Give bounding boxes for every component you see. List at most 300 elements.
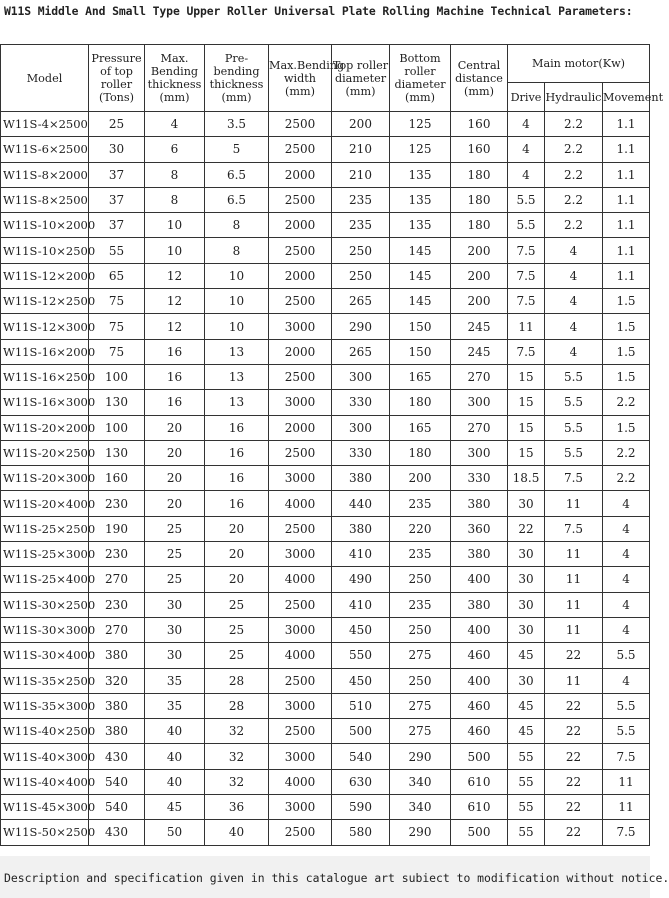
cell-max-bending-width: 2500 bbox=[269, 364, 332, 389]
cell-max-bending-thickness: 8 bbox=[145, 162, 205, 187]
cell-bottom-roller-diameter: 220 bbox=[390, 516, 451, 541]
cell-movement: 1.5 bbox=[603, 339, 650, 364]
cell-pressure: 55 bbox=[89, 238, 145, 263]
cell-model: W11S-40×4000 bbox=[1, 769, 89, 794]
cell-central-distance: 180 bbox=[451, 213, 508, 238]
cell-central-distance: 245 bbox=[451, 339, 508, 364]
cell-central-distance: 200 bbox=[451, 238, 508, 263]
cell-pressure: 270 bbox=[89, 567, 145, 592]
cell-pressure: 100 bbox=[89, 364, 145, 389]
cell-pre-bending-thickness: 13 bbox=[205, 364, 269, 389]
cell-top-roller-diameter: 265 bbox=[332, 339, 390, 364]
cell-top-roller-diameter: 580 bbox=[332, 820, 390, 845]
table-row bbox=[1, 592, 650, 617]
cell-pre-bending-thickness: 32 bbox=[205, 769, 269, 794]
cell-model: W11S-30×3000 bbox=[1, 617, 89, 642]
table-row bbox=[1, 213, 650, 238]
cell-model: W11S-8×2500 bbox=[1, 187, 89, 212]
cell-top-roller-diameter: 210 bbox=[332, 137, 390, 162]
cell-top-roller-diameter: 440 bbox=[332, 491, 390, 516]
table-row bbox=[1, 643, 650, 668]
cell-bottom-roller-diameter: 165 bbox=[390, 364, 451, 389]
cell-bottom-roller-diameter: 145 bbox=[390, 263, 451, 288]
cell-drive: 5.5 bbox=[508, 187, 545, 212]
cell-pre-bending-thickness: 28 bbox=[205, 668, 269, 693]
cell-pressure: 65 bbox=[89, 263, 145, 288]
cell-pre-bending-thickness: 8 bbox=[205, 213, 269, 238]
cell-max-bending-thickness: 16 bbox=[145, 390, 205, 415]
cell-pre-bending-thickness: 10 bbox=[205, 263, 269, 288]
cell-bottom-roller-diameter: 235 bbox=[390, 592, 451, 617]
cell-movement: 1.5 bbox=[603, 289, 650, 314]
cell-central-distance: 360 bbox=[451, 516, 508, 541]
cell-max-bending-thickness: 12 bbox=[145, 263, 205, 288]
cell-movement: 2.2 bbox=[603, 390, 650, 415]
cell-bottom-roller-diameter: 235 bbox=[390, 542, 451, 567]
cell-pre-bending-thickness: 13 bbox=[205, 339, 269, 364]
cell-pre-bending-thickness: 10 bbox=[205, 314, 269, 339]
cell-max-bending-width: 3000 bbox=[269, 795, 332, 820]
cell-pressure: 540 bbox=[89, 769, 145, 794]
cell-pressure: 380 bbox=[89, 643, 145, 668]
cell-central-distance: 160 bbox=[451, 137, 508, 162]
cell-bottom-roller-diameter: 290 bbox=[390, 820, 451, 845]
cell-pre-bending-thickness: 13 bbox=[205, 390, 269, 415]
cell-bottom-roller-diameter: 250 bbox=[390, 617, 451, 642]
cell-max-bending-width: 2000 bbox=[269, 339, 332, 364]
cell-hydraulic: 5.5 bbox=[545, 364, 603, 389]
cell-drive: 7.5 bbox=[508, 238, 545, 263]
cell-movement: 4 bbox=[603, 491, 650, 516]
cell-drive: 30 bbox=[508, 668, 545, 693]
cell-top-roller-diameter: 210 bbox=[332, 162, 390, 187]
cell-max-bending-width: 2500 bbox=[269, 238, 332, 263]
cell-model: W11S-30×4000 bbox=[1, 643, 89, 668]
cell-bottom-roller-diameter: 250 bbox=[390, 567, 451, 592]
table-header-row bbox=[1, 45, 650, 83]
cell-pre-bending-thickness: 40 bbox=[205, 820, 269, 845]
cell-top-roller-diameter: 410 bbox=[332, 542, 390, 567]
cell-hydraulic: 7.5 bbox=[545, 516, 603, 541]
table-row bbox=[1, 440, 650, 465]
cell-movement: 1.1 bbox=[603, 238, 650, 263]
cell-bottom-roller-diameter: 275 bbox=[390, 719, 451, 744]
cell-bottom-roller-diameter: 135 bbox=[390, 213, 451, 238]
notice-text: Description and specification given in this catalogue art subiect to modification without notice. bbox=[4, 871, 669, 885]
cell-top-roller-diameter: 550 bbox=[332, 643, 390, 668]
cell-hydraulic: 22 bbox=[545, 693, 603, 718]
cell-pre-bending-thickness: 20 bbox=[205, 516, 269, 541]
cell-max-bending-width: 2500 bbox=[269, 516, 332, 541]
cell-max-bending-width: 2000 bbox=[269, 162, 332, 187]
cell-top-roller-diameter: 450 bbox=[332, 668, 390, 693]
cell-central-distance: 180 bbox=[451, 162, 508, 187]
cell-max-bending-width: 4000 bbox=[269, 491, 332, 516]
cell-max-bending-thickness: 12 bbox=[145, 289, 205, 314]
header-bottom-roller-diameter: Bottom roller diameter (mm) bbox=[390, 45, 451, 112]
cell-max-bending-thickness: 20 bbox=[145, 491, 205, 516]
cell-central-distance: 300 bbox=[451, 440, 508, 465]
cell-top-roller-diameter: 410 bbox=[332, 592, 390, 617]
cell-pre-bending-thickness: 16 bbox=[205, 466, 269, 491]
cell-central-distance: 460 bbox=[451, 643, 508, 668]
table-row bbox=[1, 390, 650, 415]
header-max-bending-width: Max.Bending width (mm) bbox=[269, 45, 332, 112]
cell-hydraulic: 4 bbox=[545, 314, 603, 339]
cell-bottom-roller-diameter: 290 bbox=[390, 744, 451, 769]
table-row bbox=[1, 187, 650, 212]
cell-hydraulic: 11 bbox=[545, 617, 603, 642]
cell-max-bending-width: 2000 bbox=[269, 213, 332, 238]
cell-model: W11S-40×3000 bbox=[1, 744, 89, 769]
cell-max-bending-thickness: 50 bbox=[145, 820, 205, 845]
cell-max-bending-thickness: 8 bbox=[145, 187, 205, 212]
cell-movement: 1.1 bbox=[603, 187, 650, 212]
header-max-bending-thickness: Max. Bending thickness (mm) bbox=[145, 45, 205, 112]
cell-model: W11S-25×2500 bbox=[1, 516, 89, 541]
cell-hydraulic: 5.5 bbox=[545, 415, 603, 440]
cell-movement: 1.1 bbox=[603, 263, 650, 288]
cell-pressure: 30 bbox=[89, 137, 145, 162]
cell-drive: 15 bbox=[508, 415, 545, 440]
cell-hydraulic: 4 bbox=[545, 289, 603, 314]
cell-central-distance: 610 bbox=[451, 795, 508, 820]
table-row bbox=[1, 314, 650, 339]
header-pressure: Pressure of top roller (Tons) bbox=[89, 45, 145, 112]
cell-model: W11S-10×2000 bbox=[1, 213, 89, 238]
table-row bbox=[1, 466, 650, 491]
cell-pre-bending-thickness: 28 bbox=[205, 693, 269, 718]
cell-model: W11S-50×2500 bbox=[1, 820, 89, 845]
cell-max-bending-width: 3000 bbox=[269, 390, 332, 415]
cell-hydraulic: 22 bbox=[545, 795, 603, 820]
cell-model: W11S-45×3000 bbox=[1, 795, 89, 820]
cell-model: W11S-6×2500 bbox=[1, 137, 89, 162]
cell-max-bending-thickness: 40 bbox=[145, 744, 205, 769]
table-row bbox=[1, 769, 650, 794]
cell-hydraulic: 11 bbox=[545, 592, 603, 617]
cell-drive: 30 bbox=[508, 592, 545, 617]
cell-pressure: 190 bbox=[89, 516, 145, 541]
cell-central-distance: 380 bbox=[451, 592, 508, 617]
cell-central-distance: 160 bbox=[451, 112, 508, 137]
cell-max-bending-width: 2500 bbox=[269, 440, 332, 465]
cell-movement: 5.5 bbox=[603, 643, 650, 668]
cell-model: W11S-25×4000 bbox=[1, 567, 89, 592]
cell-movement: 1.1 bbox=[603, 137, 650, 162]
cell-top-roller-diameter: 490 bbox=[332, 567, 390, 592]
cell-model: W11S-4×2500 bbox=[1, 112, 89, 137]
cell-central-distance: 500 bbox=[451, 820, 508, 845]
cell-top-roller-diameter: 200 bbox=[332, 112, 390, 137]
cell-movement: 4 bbox=[603, 567, 650, 592]
cell-top-roller-diameter: 590 bbox=[332, 795, 390, 820]
cell-movement: 1.1 bbox=[603, 112, 650, 137]
cell-pressure: 37 bbox=[89, 213, 145, 238]
cell-movement: 11 bbox=[603, 769, 650, 794]
cell-top-roller-diameter: 235 bbox=[332, 187, 390, 212]
cell-max-bending-width: 3000 bbox=[269, 617, 332, 642]
cell-drive: 45 bbox=[508, 643, 545, 668]
cell-hydraulic: 2.2 bbox=[545, 137, 603, 162]
cell-pressure: 430 bbox=[89, 820, 145, 845]
cell-max-bending-width: 4000 bbox=[269, 643, 332, 668]
cell-max-bending-width: 3000 bbox=[269, 542, 332, 567]
cell-max-bending-width: 4000 bbox=[269, 769, 332, 794]
cell-pressure: 37 bbox=[89, 187, 145, 212]
cell-movement: 1.5 bbox=[603, 314, 650, 339]
cell-hydraulic: 4 bbox=[545, 339, 603, 364]
cell-pre-bending-thickness: 16 bbox=[205, 491, 269, 516]
cell-drive: 18.5 bbox=[508, 466, 545, 491]
cell-bottom-roller-diameter: 125 bbox=[390, 112, 451, 137]
cell-movement: 4 bbox=[603, 617, 650, 642]
cell-central-distance: 180 bbox=[451, 187, 508, 212]
cell-movement: 7.5 bbox=[603, 820, 650, 845]
cell-central-distance: 500 bbox=[451, 744, 508, 769]
cell-top-roller-diameter: 265 bbox=[332, 289, 390, 314]
header-movement: Movement bbox=[603, 83, 650, 112]
cell-movement: 4 bbox=[603, 592, 650, 617]
cell-bottom-roller-diameter: 180 bbox=[390, 390, 451, 415]
cell-movement: 1.1 bbox=[603, 213, 650, 238]
cell-pre-bending-thickness: 16 bbox=[205, 440, 269, 465]
cell-central-distance: 610 bbox=[451, 769, 508, 794]
cell-hydraulic: 22 bbox=[545, 820, 603, 845]
cell-model: W11S-12×2000 bbox=[1, 263, 89, 288]
cell-pre-bending-thickness: 5 bbox=[205, 137, 269, 162]
cell-drive: 55 bbox=[508, 820, 545, 845]
table-row bbox=[1, 162, 650, 187]
cell-max-bending-thickness: 20 bbox=[145, 440, 205, 465]
cell-top-roller-diameter: 300 bbox=[332, 364, 390, 389]
cell-central-distance: 380 bbox=[451, 542, 508, 567]
cell-top-roller-diameter: 330 bbox=[332, 440, 390, 465]
cell-central-distance: 200 bbox=[451, 289, 508, 314]
cell-pre-bending-thickness: 6.5 bbox=[205, 187, 269, 212]
cell-drive: 7.5 bbox=[508, 339, 545, 364]
cell-pre-bending-thickness: 20 bbox=[205, 542, 269, 567]
cell-pressure: 130 bbox=[89, 440, 145, 465]
cell-pre-bending-thickness: 16 bbox=[205, 415, 269, 440]
cell-bottom-roller-diameter: 145 bbox=[390, 238, 451, 263]
cell-max-bending-thickness: 20 bbox=[145, 415, 205, 440]
cell-model: W11S-8×2000 bbox=[1, 162, 89, 187]
table-row bbox=[1, 820, 650, 845]
cell-model: W11S-20×3000 bbox=[1, 466, 89, 491]
cell-hydraulic: 22 bbox=[545, 719, 603, 744]
cell-hydraulic: 11 bbox=[545, 567, 603, 592]
table-row bbox=[1, 542, 650, 567]
cell-drive: 15 bbox=[508, 364, 545, 389]
cell-central-distance: 270 bbox=[451, 364, 508, 389]
cell-pre-bending-thickness: 32 bbox=[205, 719, 269, 744]
cell-bottom-roller-diameter: 235 bbox=[390, 491, 451, 516]
cell-max-bending-thickness: 25 bbox=[145, 516, 205, 541]
cell-model: W11S-10×2500 bbox=[1, 238, 89, 263]
cell-drive: 11 bbox=[508, 314, 545, 339]
cell-central-distance: 460 bbox=[451, 719, 508, 744]
table-row bbox=[1, 137, 650, 162]
cell-pre-bending-thickness: 6.5 bbox=[205, 162, 269, 187]
cell-top-roller-diameter: 250 bbox=[332, 238, 390, 263]
table-row bbox=[1, 339, 650, 364]
cell-hydraulic: 11 bbox=[545, 668, 603, 693]
cell-drive: 30 bbox=[508, 491, 545, 516]
cell-drive: 55 bbox=[508, 795, 545, 820]
cell-movement: 4 bbox=[603, 516, 650, 541]
cell-pre-bending-thickness: 8 bbox=[205, 238, 269, 263]
cell-max-bending-width: 4000 bbox=[269, 567, 332, 592]
cell-drive: 22 bbox=[508, 516, 545, 541]
cell-bottom-roller-diameter: 340 bbox=[390, 769, 451, 794]
cell-top-roller-diameter: 380 bbox=[332, 516, 390, 541]
cell-max-bending-width: 2500 bbox=[269, 592, 332, 617]
cell-model: W11S-40×2500 bbox=[1, 719, 89, 744]
cell-central-distance: 400 bbox=[451, 567, 508, 592]
cell-movement: 2.2 bbox=[603, 466, 650, 491]
cell-max-bending-width: 2500 bbox=[269, 137, 332, 162]
cell-max-bending-width: 3000 bbox=[269, 744, 332, 769]
cell-pressure: 270 bbox=[89, 617, 145, 642]
cell-drive: 55 bbox=[508, 769, 545, 794]
cell-drive: 30 bbox=[508, 617, 545, 642]
header-pre-bending-thickness: Pre-bending thickness (mm) bbox=[205, 45, 269, 112]
cell-central-distance: 400 bbox=[451, 668, 508, 693]
cell-max-bending-width: 3000 bbox=[269, 693, 332, 718]
cell-central-distance: 460 bbox=[451, 693, 508, 718]
cell-drive: 30 bbox=[508, 542, 545, 567]
cell-movement: 1.5 bbox=[603, 364, 650, 389]
cell-top-roller-diameter: 450 bbox=[332, 617, 390, 642]
cell-max-bending-thickness: 16 bbox=[145, 364, 205, 389]
cell-movement: 5.5 bbox=[603, 719, 650, 744]
cell-central-distance: 245 bbox=[451, 314, 508, 339]
table-row bbox=[1, 693, 650, 718]
cell-top-roller-diameter: 540 bbox=[332, 744, 390, 769]
cell-hydraulic: 22 bbox=[545, 744, 603, 769]
cell-max-bending-thickness: 30 bbox=[145, 592, 205, 617]
cell-model: W11S-16×2000 bbox=[1, 339, 89, 364]
cell-max-bending-width: 2500 bbox=[269, 289, 332, 314]
cell-bottom-roller-diameter: 135 bbox=[390, 162, 451, 187]
cell-model: W11S-35×2500 bbox=[1, 668, 89, 693]
cell-drive: 7.5 bbox=[508, 289, 545, 314]
cell-drive: 5.5 bbox=[508, 213, 545, 238]
cell-hydraulic: 5.5 bbox=[545, 440, 603, 465]
cell-bottom-roller-diameter: 340 bbox=[390, 795, 451, 820]
cell-max-bending-width: 2000 bbox=[269, 263, 332, 288]
cell-drive: 7.5 bbox=[508, 263, 545, 288]
cell-model: W11S-12×3000 bbox=[1, 314, 89, 339]
cell-pressure: 37 bbox=[89, 162, 145, 187]
cell-movement: 4 bbox=[603, 668, 650, 693]
cell-movement: 5.5 bbox=[603, 693, 650, 718]
cell-max-bending-thickness: 20 bbox=[145, 466, 205, 491]
cell-max-bending-thickness: 40 bbox=[145, 719, 205, 744]
table-row bbox=[1, 567, 650, 592]
cell-bottom-roller-diameter: 145 bbox=[390, 289, 451, 314]
cell-model: W11S-20×2000 bbox=[1, 415, 89, 440]
cell-pressure: 230 bbox=[89, 491, 145, 516]
table-row bbox=[1, 364, 650, 389]
cell-pre-bending-thickness: 10 bbox=[205, 289, 269, 314]
header-drive: Drive bbox=[508, 83, 545, 112]
header-top-roller-diameter: Top roller diameter (mm) bbox=[332, 45, 390, 112]
cell-pre-bending-thickness: 3.5 bbox=[205, 112, 269, 137]
header-model: Model bbox=[1, 45, 89, 112]
cell-drive: 45 bbox=[508, 719, 545, 744]
cell-bottom-roller-diameter: 135 bbox=[390, 187, 451, 212]
cell-top-roller-diameter: 235 bbox=[332, 213, 390, 238]
table-row bbox=[1, 795, 650, 820]
cell-max-bending-thickness: 35 bbox=[145, 668, 205, 693]
cell-model: W11S-30×2500 bbox=[1, 592, 89, 617]
cell-pressure: 430 bbox=[89, 744, 145, 769]
cell-pressure: 100 bbox=[89, 415, 145, 440]
cell-drive: 4 bbox=[508, 137, 545, 162]
cell-drive: 4 bbox=[508, 162, 545, 187]
cell-top-roller-diameter: 510 bbox=[332, 693, 390, 718]
cell-hydraulic: 2.2 bbox=[545, 213, 603, 238]
cell-model: W11S-20×2500 bbox=[1, 440, 89, 465]
cell-hydraulic: 4 bbox=[545, 238, 603, 263]
cell-central-distance: 400 bbox=[451, 617, 508, 642]
table-row bbox=[1, 415, 650, 440]
cell-model: W11S-20×4000 bbox=[1, 491, 89, 516]
cell-top-roller-diameter: 300 bbox=[332, 415, 390, 440]
cell-pressure: 320 bbox=[89, 668, 145, 693]
cell-max-bending-thickness: 6 bbox=[145, 137, 205, 162]
cell-max-bending-thickness: 45 bbox=[145, 795, 205, 820]
cell-model: W11S-35×3000 bbox=[1, 693, 89, 718]
cell-movement: 7.5 bbox=[603, 744, 650, 769]
cell-top-roller-diameter: 630 bbox=[332, 769, 390, 794]
cell-top-roller-diameter: 500 bbox=[332, 719, 390, 744]
cell-max-bending-width: 3000 bbox=[269, 314, 332, 339]
cell-bottom-roller-diameter: 150 bbox=[390, 339, 451, 364]
cell-pressure: 25 bbox=[89, 112, 145, 137]
table-row bbox=[1, 289, 650, 314]
cell-max-bending-thickness: 12 bbox=[145, 314, 205, 339]
cell-pressure: 380 bbox=[89, 693, 145, 718]
header-main-motor: Main motor(Kw) bbox=[508, 45, 650, 83]
cell-max-bending-thickness: 16 bbox=[145, 339, 205, 364]
cell-pressure: 75 bbox=[89, 339, 145, 364]
cell-central-distance: 380 bbox=[451, 491, 508, 516]
cell-max-bending-width: 3000 bbox=[269, 466, 332, 491]
table-row bbox=[1, 719, 650, 744]
table-row bbox=[1, 516, 650, 541]
cell-pre-bending-thickness: 25 bbox=[205, 643, 269, 668]
cell-max-bending-thickness: 35 bbox=[145, 693, 205, 718]
cell-top-roller-diameter: 250 bbox=[332, 263, 390, 288]
cell-drive: 15 bbox=[508, 390, 545, 415]
cell-movement: 11 bbox=[603, 795, 650, 820]
cell-pre-bending-thickness: 25 bbox=[205, 592, 269, 617]
table-row bbox=[1, 617, 650, 642]
cell-bottom-roller-diameter: 200 bbox=[390, 466, 451, 491]
cell-movement: 2.2 bbox=[603, 440, 650, 465]
cell-hydraulic: 22 bbox=[545, 643, 603, 668]
cell-hydraulic: 11 bbox=[545, 542, 603, 567]
table-row bbox=[1, 263, 650, 288]
cell-pre-bending-thickness: 32 bbox=[205, 744, 269, 769]
cell-max-bending-thickness: 25 bbox=[145, 542, 205, 567]
cell-model: W11S-16×3000 bbox=[1, 390, 89, 415]
cell-hydraulic: 22 bbox=[545, 769, 603, 794]
cell-pressure: 540 bbox=[89, 795, 145, 820]
